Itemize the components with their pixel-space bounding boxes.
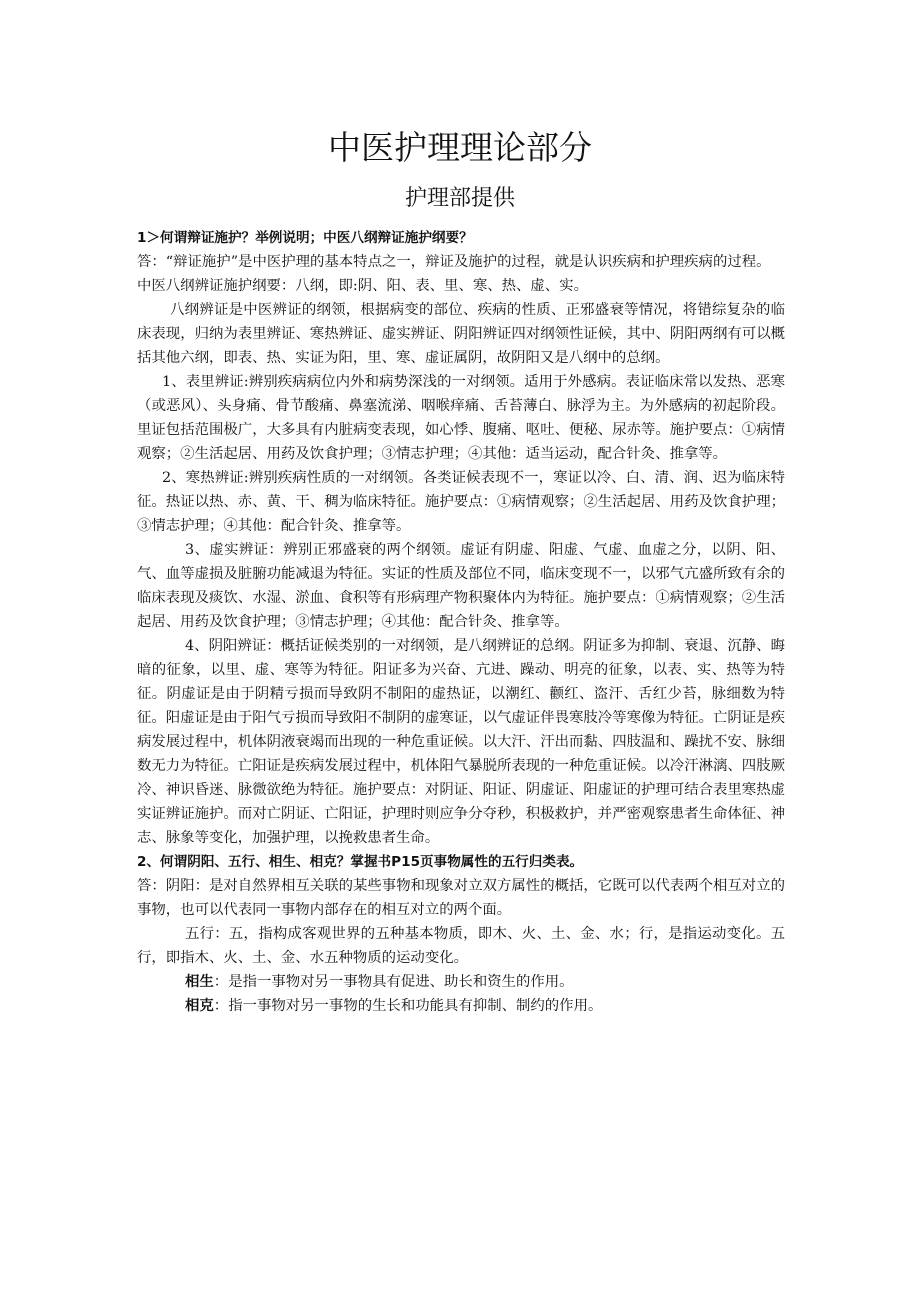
document-body xyxy=(137,226,785,1018)
eight-principles-summary: 中医八纲辨证施护纲要：八纲，即:阴、阳、表、里、寒、热、虚、实。 xyxy=(137,278,588,294)
question-2-heading: 2、何谓阴阳、五行、相生、相克？掌握书P15页事物属性的五行归类表。 xyxy=(137,854,584,870)
generation-paragraph xyxy=(137,970,785,994)
yin-yang-paragraph: 4、阴阳辨证：概括证候类别的一对纲领，是八纲辨证的总纲。阴证多为抑制、衰退、沉静、晦暗的征象，以里、虚、寒等为特征。阳证多为兴奋、亢进、躁动、明亮的征象，以表、实、热等为特征。阴虚证是由于阴精亏损而导致阴不制阳的虚热证，以潮红、颧红、盗汗、舌红少苔，脉细数为特征。阳虚证是由于阳气亏损而导致阳不制阴的虚寒证，以气虚证伴畏寒肢冷等寒像为特征。亡阴证是疾病发展过程中，机体阴液衰竭而出现的一种危重证候。以大汗、汗出而黏、四肢温和、躁扰不安、脉细数无力为特征。亡阳证是疾病发展过程中，机体阳气暴脱所表现的一种危重证候。以冷汗淋漓、四肢厥冷、神识昏迷、脉微欲绝为特征。施护要点：对阴证、阳证、阴虚证、阳虚证的护理可结合表里寒热虚实证辨证施护。而对亡阴证、亡阳证，护理时则应争分夺秒，积极救护，并严密观察患者生命体征、神志、脉象等变化，加强护理，以挽救患者生命。 xyxy=(137,638,785,846)
question-2-answer: 答：阴阳：是对自然界相互关联的某些事物和现象对立双方属性的概括，它既可以代表两个相互对立的事物，也可以代表同一事物内部存在的相互对立的两个面。 xyxy=(137,878,785,918)
cold-heat-paragraph: 2、寒热辨证:辨别疾病性质的一对纲领。各类证候表现不一，寒证以冷、白、清、润、迟为临床特征。热证以热、赤、黄、干、稠为临床特征。施护要点：①病情观察；②生活起居、用药及饮食护理；③情志护理；④其他：配合针灸、推拿等。 xyxy=(137,470,785,534)
page-title: 中医护理理论部分 xyxy=(328,128,592,167)
five-elements-paragraph: 五行：五，指构成客观世界的五种基本物质，即木、火、土、金、水；行，是指运动变化。五行，即指木、火、土、金、水五种物质的运动变化。 xyxy=(137,926,785,966)
eight-principles-intro: 八纲辨证是中医辨证的纲领，根据病变的部位、疾病的性质、正邪盛衰等情况，将错综复杂的临床表现，归纳为表里辨证、寒热辨证、虚实辨证、阴阳辨证四对纲领性证候，其中、阴阳两纲有可以概括其他六纲，即表、热、实证为阳，里、寒、虚证属阴，故阴阳又是八纲中的总纲。 xyxy=(137,302,785,366)
deficiency-excess-paragraph: 3、虚实辨证：辨别正邪盛衰的两个纲领。虚证有阴虚、阳虚、气虚、血虚之分，以阴、阳、气、血等虚损及脏腑功能减退为特征。实证的性质及部位不同，临床变现不一，以邪气亢盛所致有余的临床表现及痰饮、水湿、淤血、食积等有形病理产物积聚体内为特征。施护要点：①病情观察；②生活起居、用药及饮食护理；③情志护理；④其他：配合针灸、推拿等。 xyxy=(137,542,785,630)
question-1-heading: 1＞何谓辩证施护？举例说明；中医八纲辩证施护纲要？ xyxy=(137,230,473,246)
page-subtitle: 护理部提供 xyxy=(404,186,515,211)
generation-label: 相生 xyxy=(185,974,214,990)
exterior-interior-paragraph: 1、表里辨证:辨别疾病病位内外和病势深浅的一对纲领。适用于外感病。表证临床常以发热、恶寒（或恶风）、头身痛、骨节酸痛、鼻塞流涕、咽喉痒痛、舌苔薄白、脉浮为主。为外感病的初起阶段。里证包括范围极广，大多具有内脏病变表现，如心悸、腹痛、呕吐、便秘、尿赤等。施护要点：①病情观察；②生活起居、用药及饮食护理；③情志护理；④其他：适当运动，配合针灸、推拿等。 xyxy=(137,374,785,462)
restriction-paragraph xyxy=(137,994,785,1018)
question-1-answer: 答：“辩证施护”是中医护理的基本特点之一，辩证及施护的过程，就是认识疾病和护理疾病的过程。 xyxy=(137,254,771,270)
generation-text: ：是指一事物对另一事物具有促进、助长和资生的作用。 xyxy=(213,974,574,990)
restriction-text: ：指一事物对另一事物的生长和功能具有抑制、制约的作用。 xyxy=(213,998,603,1014)
restriction-label: 相克 xyxy=(185,998,214,1014)
